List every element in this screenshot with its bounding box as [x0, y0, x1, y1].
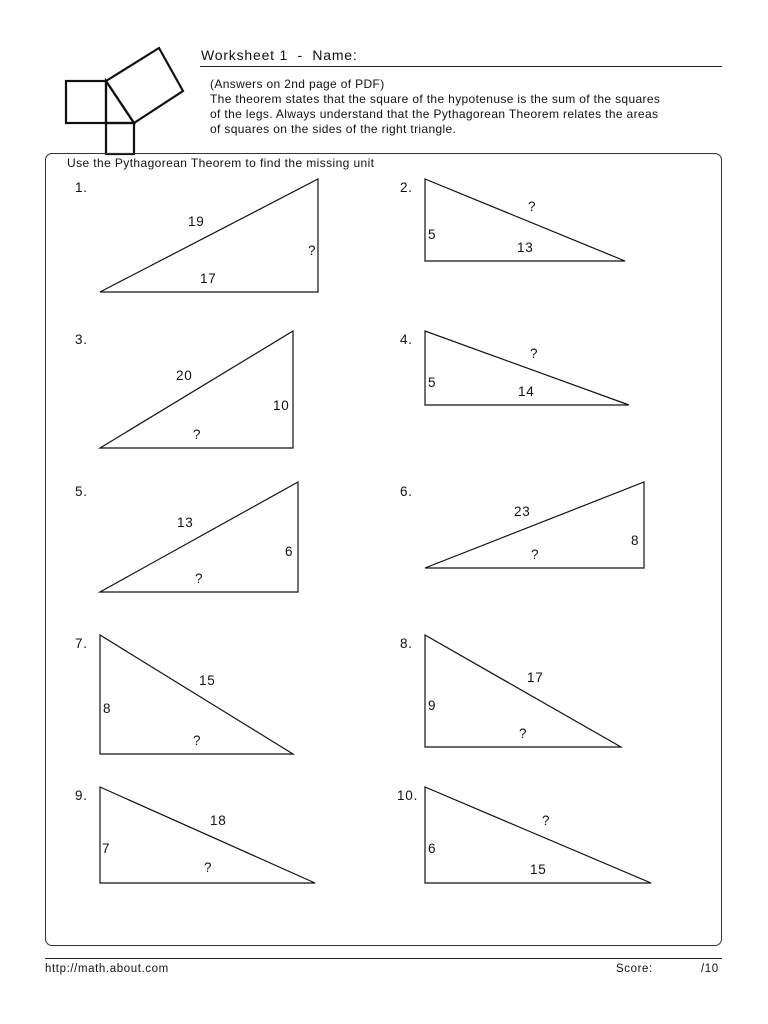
hypotenuse-label: ? [528, 199, 537, 214]
base-label: 14 [518, 384, 535, 399]
intro-line-1: The theorem states that the square of the hypotenuse is the sum of the squares [210, 92, 661, 106]
base-label: ? [193, 427, 202, 442]
footer-divider [45, 958, 722, 959]
problem-number: 3. [75, 332, 88, 347]
intro-line-3: of squares on the sides of the right triangle. [210, 122, 457, 136]
problem-5 [75, 482, 298, 592]
problem-number: 6. [400, 484, 413, 499]
height-label: 10 [273, 398, 290, 413]
problem-number: 4. [400, 332, 413, 347]
hypotenuse-label: ? [542, 813, 551, 828]
height-label: 8 [631, 533, 640, 548]
score-label: Score: [616, 963, 653, 975]
height-label: 8 [103, 701, 112, 716]
base-label: ? [531, 547, 540, 562]
base-label: 17 [200, 271, 217, 286]
problem-number: 9. [75, 788, 88, 803]
problem-6 [400, 482, 644, 568]
problem-number: 8. [400, 636, 413, 651]
hypotenuse-label: 18 [210, 813, 227, 828]
problem-number: 10. [397, 788, 419, 803]
hypotenuse-label: 17 [527, 670, 544, 685]
hypotenuse-label: 19 [188, 214, 205, 229]
hypotenuse-label: 13 [177, 515, 194, 530]
score-total: /10 [701, 963, 719, 975]
problem-3 [75, 331, 293, 448]
hypotenuse-label: 20 [176, 368, 193, 383]
problem-10 [397, 787, 651, 883]
base-label: ? [195, 571, 204, 586]
problem-number: 2. [400, 180, 413, 195]
base-label: 15 [530, 862, 547, 877]
problem-8 [400, 635, 621, 747]
height-label: ? [308, 243, 317, 258]
hypotenuse-label: ? [530, 346, 539, 361]
height-label: 5 [428, 227, 437, 242]
hypotenuse-label: 15 [199, 673, 216, 688]
problem-number: 1. [75, 180, 88, 195]
height-label: 7 [102, 841, 111, 856]
base-label: ? [204, 860, 213, 875]
problem-9 [75, 787, 315, 883]
base-label: 13 [517, 240, 534, 255]
base-label: ? [519, 726, 528, 741]
problem-number: 7. [75, 636, 88, 651]
height-label: 6 [428, 841, 437, 856]
problem-7 [75, 635, 293, 754]
instruction-text: Use the Pythagorean Theorem to find the missing unit [67, 156, 375, 170]
height-label: 6 [285, 544, 294, 559]
base-label: ? [193, 733, 202, 748]
footer-url-link[interactable]: http://math.about.com [45, 963, 169, 975]
hypotenuse-label: 23 [514, 504, 531, 519]
height-label: 9 [428, 698, 437, 713]
intro-line-2: of the legs. Always understand that the Pythagorean Theorem relates the areas [210, 107, 659, 121]
problem-1 [75, 179, 318, 292]
problem-2 [400, 179, 625, 261]
height-label: 5 [428, 375, 437, 390]
answers-note: (Answers on 2nd page of PDF) [210, 77, 385, 91]
worksheet-title: Worksheet 1 - Name: [201, 47, 358, 63]
problem-4 [400, 331, 629, 405]
problem-number: 5. [75, 484, 88, 499]
